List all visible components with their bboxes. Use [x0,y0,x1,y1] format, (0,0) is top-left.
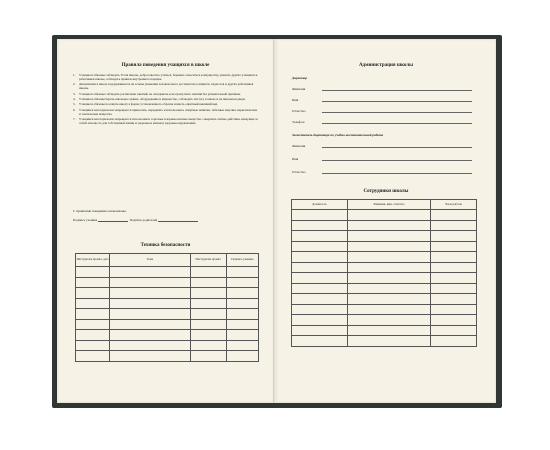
table-cell [292,304,348,315]
table-cell [430,273,476,284]
table-cell [76,298,110,309]
acquainted-text: С правилами поведения ознакомлены. [73,209,127,213]
safety-col-instructor: Инструктаж провёл [190,254,226,267]
rules-title: Правила поведения учащихся в школе [121,63,210,68]
table-cell [190,330,226,341]
sign-student-label: Подпись ученика [73,218,98,222]
rule-number: 1. [73,73,76,77]
safety-row [76,319,259,330]
table-cell [430,252,476,263]
staff-row [292,325,477,336]
table-cell [430,241,476,252]
table-cell [292,336,348,347]
safety-header-row [76,254,259,267]
staff-row [292,262,477,273]
table-cell [76,288,110,299]
safety-table [75,253,259,362]
rule-text: Учащиеся обязаны соблюдать расписание занятий, не опаздывать и не пропускать занятия без уважительной причины. [79,91,241,96]
table-cell [430,315,476,326]
table-cell [110,288,190,299]
rule-number: 5. [73,102,76,107]
table-cell [347,262,430,273]
table-cell [226,319,258,330]
table-cell [110,340,190,351]
safety-col-signature: Подпись ученика [226,254,258,267]
table-cell [190,288,226,299]
table-cell [190,351,226,362]
signature-row [73,218,198,222]
table-cell [347,241,430,252]
staff-row [292,283,477,294]
table-cell [292,325,348,336]
safety-title: Техника безопасности [140,243,191,248]
director-label: Директор [292,76,308,80]
table-cell [110,309,190,320]
staff-row [292,252,477,263]
table-cell [347,220,430,231]
director-patronymic-field: Отчество [292,109,472,113]
table-cell [190,267,226,278]
safety-row [76,277,259,288]
rule-item [73,82,258,90]
table-cell [190,340,226,351]
table-cell [110,267,190,278]
table-cell [292,241,348,252]
table-cell [430,336,476,347]
table-cell [110,298,190,309]
table-cell [347,315,430,326]
table-cell [76,267,110,278]
director-name-field: Имя [292,98,472,102]
rule-number: 4. [73,97,76,102]
safety-col-topic: Тема [110,254,190,267]
table-cell [430,304,476,315]
safety-row [76,309,259,320]
staff-header-row [292,200,477,210]
staff-row [292,241,477,252]
staff-col-position: Должность [292,200,348,210]
table-cell [76,351,110,362]
deputy-label: Заместитель директора по учебно-воспитательной работе [292,133,384,137]
rule-item [73,73,258,81]
staff-row [292,315,477,326]
staff-col-name: Фамилия, имя, отчество [347,200,430,210]
table-cell [347,283,430,294]
table-cell [292,283,348,294]
table-cell [190,298,226,309]
table-cell [76,319,110,330]
table-cell [292,294,348,305]
rule-item [73,97,258,101]
rule-text: Учащиеся обязаны беречь школьное здание, оборудование и имущество, соблюдать чистоту в школе и на школьном дворе. [79,97,246,102]
director-phone-field: Телефон [292,120,472,124]
rule-number: 7. [73,116,76,121]
table-cell [347,273,430,284]
table-cell [226,309,258,320]
rule-text: Учащиеся обязаны соблюдать Устав школы, добросовестно учиться, бережно относиться к имуществу, уважать других учащихся и работников школы, соблюдать правила внутреннего порядка. [79,73,258,82]
table-cell [430,325,476,336]
staff-row [292,304,477,315]
table-cell [347,252,430,263]
table-cell [76,330,110,341]
rule-number: 6. [73,107,76,112]
table-cell [226,330,258,341]
rule-text: Дисциплина в школе поддерживается на основе уважения человеческого достоинства учащихся, педагогов и других работников школы. [79,82,254,91]
rule-item [73,92,258,96]
safety-row [76,330,259,341]
rule-item [73,102,258,106]
table-cell [430,220,476,231]
safety-row [76,351,259,362]
rules-list [73,73,258,126]
director-surname-field: Фамилия [292,87,472,91]
table-cell [190,277,226,288]
table-cell [292,231,348,242]
table-cell [292,220,348,231]
table-cell [110,330,190,341]
staff-row [292,220,477,231]
table-cell [292,262,348,273]
rule-number: 3. [73,91,76,96]
safety-row [76,298,259,309]
deputy-patronymic-field: Отчество [292,170,472,174]
table-cell [76,309,110,320]
table-cell [347,231,430,242]
staff-row [292,210,477,221]
staff-row [292,273,477,284]
staff-row [292,336,477,347]
table-cell [430,231,476,242]
safety-row [76,267,259,278]
staff-title: Сотрудники школы [363,189,409,194]
rule-item [73,117,258,125]
staff-col-hours: Часы работы [430,200,476,210]
table-cell [347,304,430,315]
table-cell [292,210,348,221]
table-cell [110,277,190,288]
table-cell [110,319,190,330]
deputy-surname-field: Фамилия [292,144,472,148]
table-cell [226,298,258,309]
table-cell [292,315,348,326]
table-cell [347,336,430,347]
table-cell [190,309,226,320]
rule-text: Учащиеся обязаны посещать школу в форме установленного образца и иметь опрятный внешний вид. [79,102,218,107]
table-cell [430,283,476,294]
safety-col-date: Инструктаж провёл, дата [76,254,110,267]
rule-item [73,108,258,116]
table-cell [347,294,430,305]
admin-title: Администрация школы [358,63,414,68]
table-cell [347,210,430,221]
rule-number: 2. [73,82,76,87]
safety-row [76,288,259,299]
sign-parents-line [158,218,198,222]
table-cell [226,288,258,299]
table-cell [76,277,110,288]
table-cell [430,262,476,273]
left-page [57,39,274,403]
table-cell [110,351,190,362]
table-cell [226,267,258,278]
sign-student-line [98,218,128,222]
rule-text: Учащимся категорически запрещается использовать торговые и взрывоопасные вещества, совершать любые действия, влекущие за собой опасность для собственной жизни и здоровья и жизни и здоровья окружающих. [79,116,258,126]
deputy-name-field: Имя [292,157,472,161]
table-cell [190,319,226,330]
table-cell [226,277,258,288]
staff-table [291,199,477,347]
safety-row [76,340,259,351]
table-cell [226,340,258,351]
table-cell [292,273,348,284]
table-cell [76,340,110,351]
staff-row [292,231,477,242]
table-cell [430,210,476,221]
table-cell [347,325,430,336]
staff-row [292,294,477,305]
table-cell [226,351,258,362]
rule-text: Учащимся категорически запрещается приносить, передавать и использовать спиртные напитки, табачные изделия, наркотические и токсические вещества. [79,107,258,116]
sign-parents-label: Подпись родителей [129,218,158,222]
table-cell [430,294,476,305]
right-page [276,39,496,403]
table-cell [292,252,348,263]
